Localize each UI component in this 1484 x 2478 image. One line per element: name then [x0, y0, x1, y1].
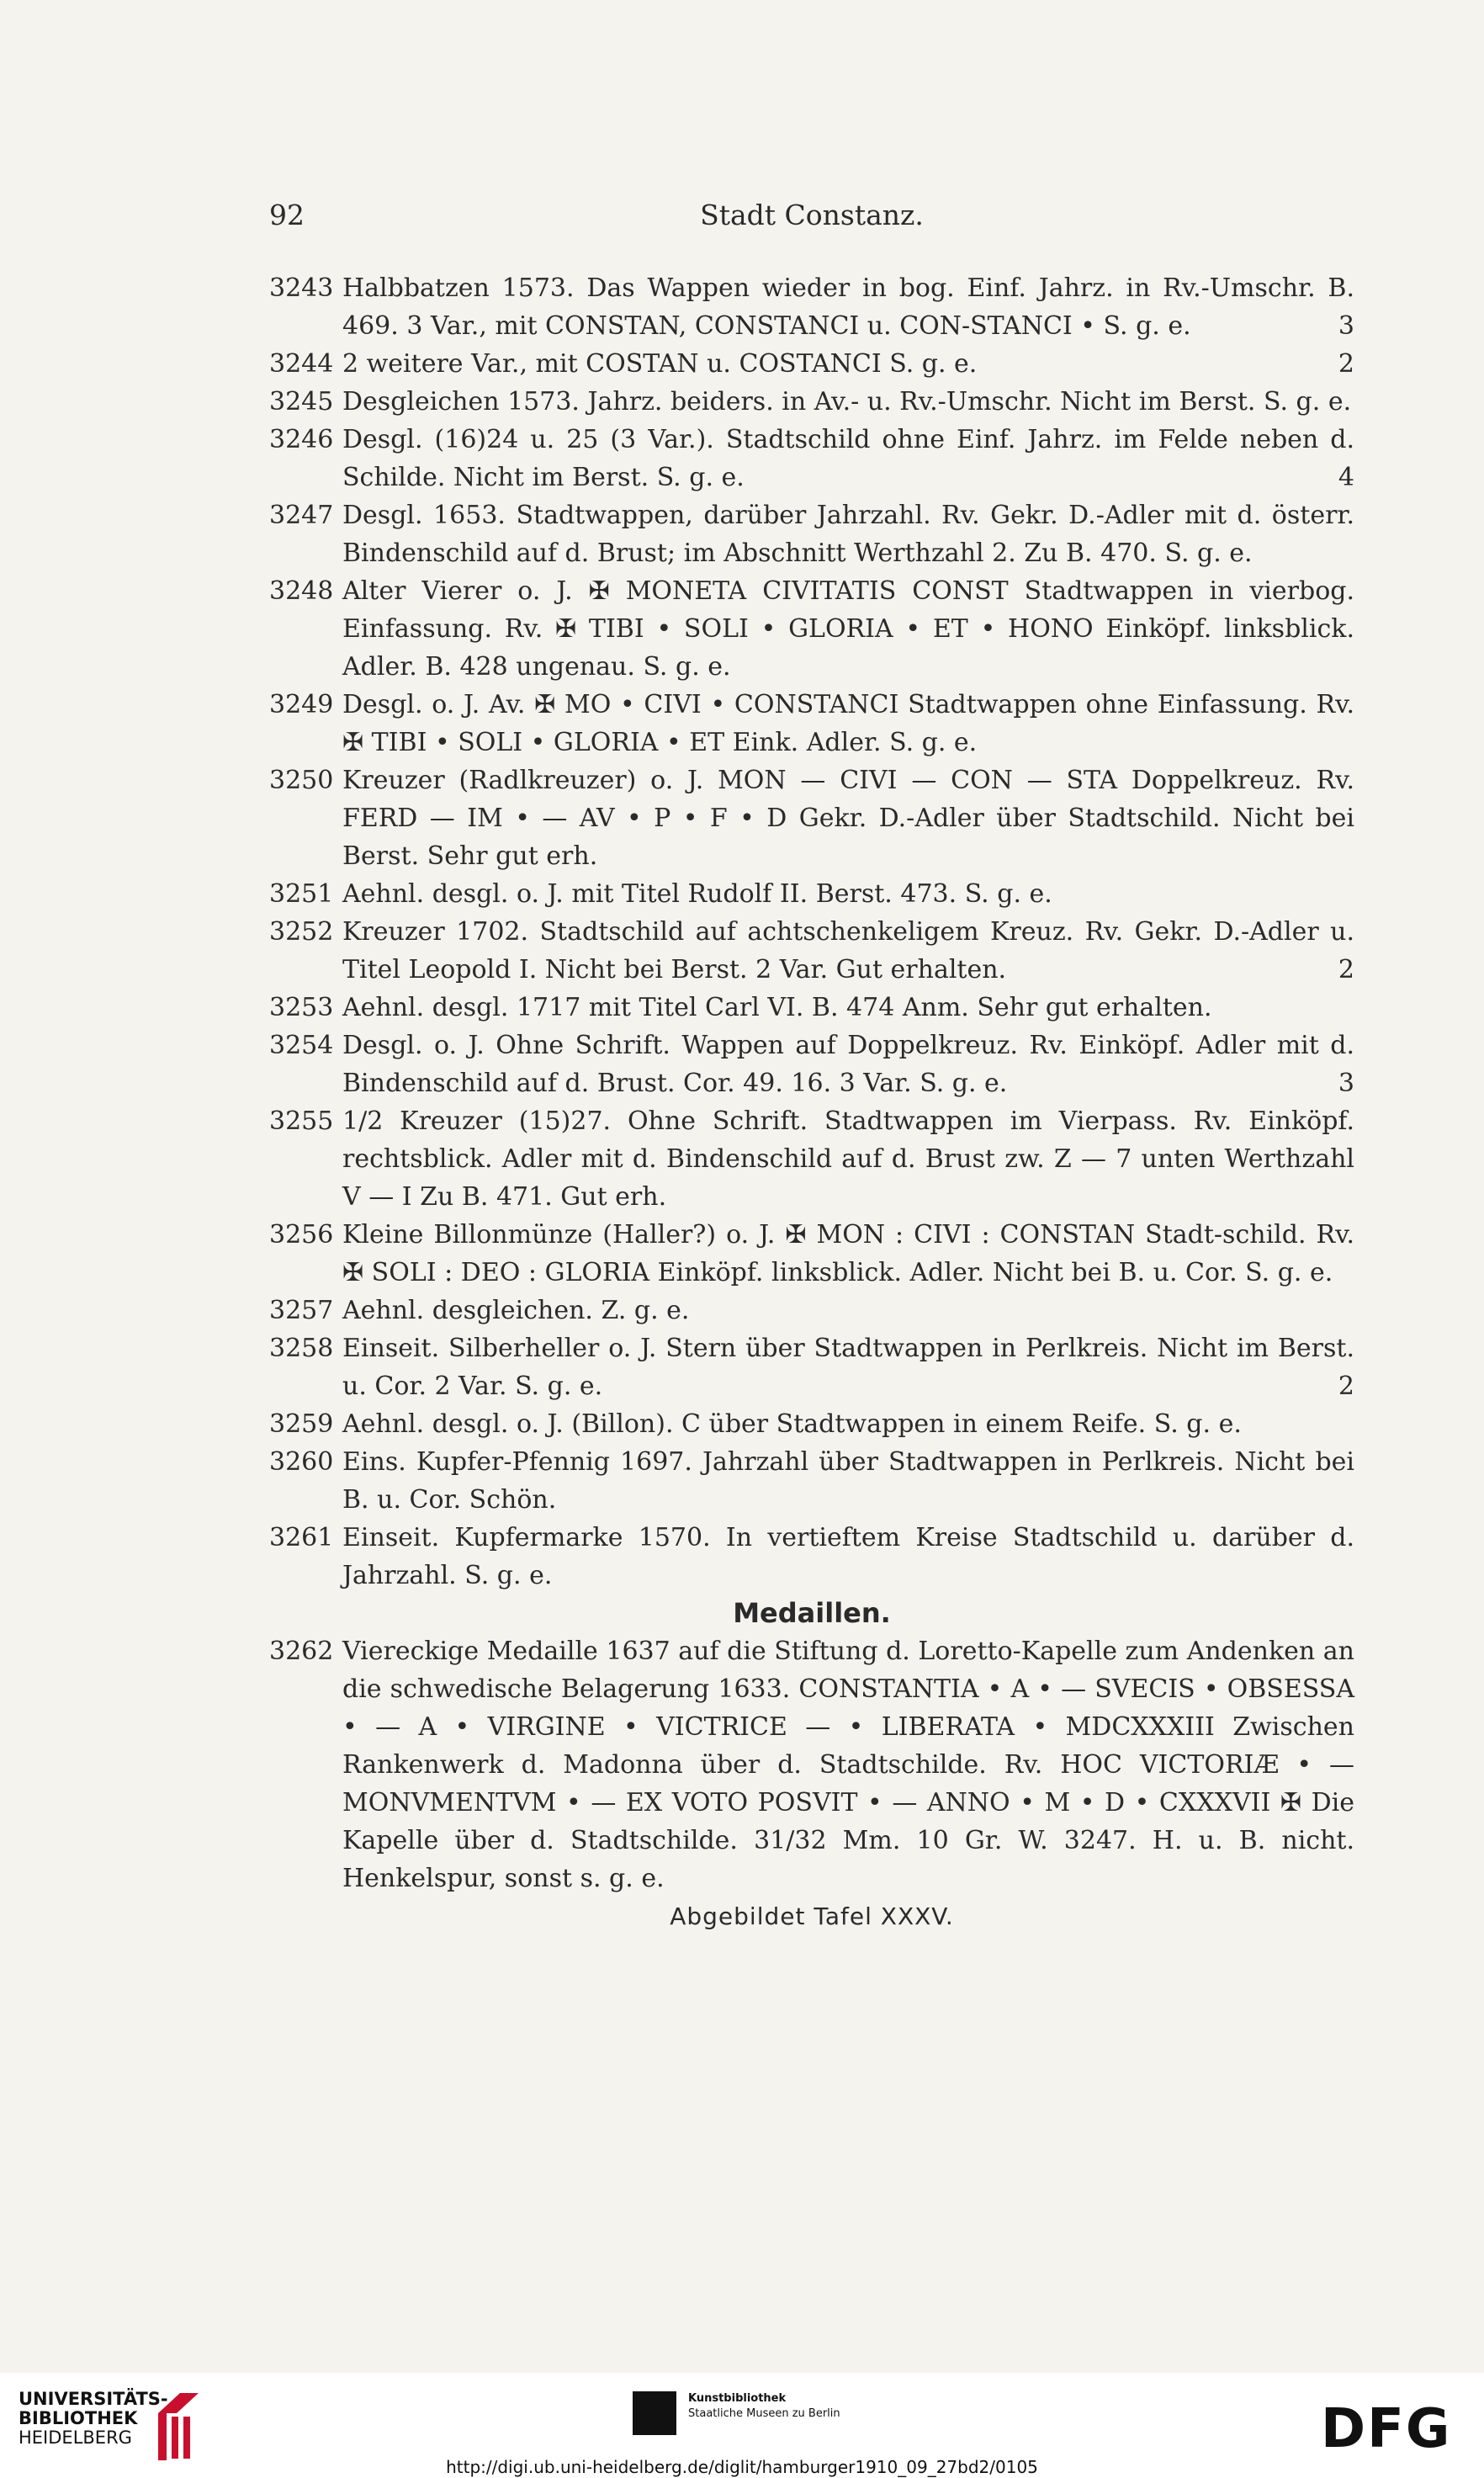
entry-text — [342, 1405, 1354, 1443]
catalogue-entry — [269, 1405, 1354, 1443]
entry-description: Viereckige Medaille 1637 auf die Stiftung d. Loretto-Kapelle zum Andenken an die schwedische Belagerung 1633. CONSTANTIA • A • — SVECIS • OBSESSA • — A • VIRGINE • VICTRICE — • LIBERATA • MDCXXXIII Zwischen Rankenwerk d. Madonna über d. Stadtschilde. Rv. HOC VICTORIÆ • — MONVMENTVM • — EX VOTO POSVIT • — ANNO • M • D • CXXXVII ✠ Die Kapelle über d. Stadtschilde. 31/32 Mm. 10 Gr. W. 3247. H. u. B. nicht. Henkelspur, sonst s. g. e. — [342, 1637, 1354, 1893]
entry-text — [342, 1292, 1354, 1329]
catalogue-entry — [269, 345, 1354, 383]
entry-text — [342, 761, 1354, 875]
uni-logo-line3: HEIDELBERG — [19, 2428, 132, 2448]
kb-line2: Staatliche Museen zu Berlin — [688, 2407, 840, 2420]
entry-text — [342, 1329, 1354, 1405]
entry-description: Kreuzer (Radlkreuzer) o. J. MON — CIVI — CON — STA Doppelkreuz. Rv. FERD — IM • — AV • P • F • D Gekr. D.-Adler über Stadtschild. Nicht bei Berst. Sehr gut erh. — [342, 766, 1354, 871]
catalogue-entry — [269, 496, 1354, 572]
uni-logo-line2: BIBLIOTHEK — [19, 2408, 138, 2428]
entry-description: Desgleichen 1573. Jahrz. beiders. in Av.- u. Rv.-Umschr. Nicht im Berst. S. g. e. — [342, 387, 1352, 417]
entry-description: Kleine Billonmünze (Haller?) o. J. ✠ MON : CIVI : CONSTAN Stadt-schild. Rv. ✠ SOLI : DEO : GLORIA Einköpf. linksblick. Adler. Nicht bei B. u. Cor. S. g. e. — [342, 1220, 1354, 1287]
entry-number: 3259 — [269, 1409, 334, 1439]
catalogue-entry — [269, 1216, 1354, 1292]
page-number: 92 — [269, 199, 305, 231]
entry-text — [342, 345, 1354, 383]
catalogue-entry — [269, 421, 1354, 496]
entry-description: 1/2 Kreuzer (15)27. Ohne Schrift. Stadtwappen im Vierpass. Rv. Einköpf. rechtsblick. Adler mit d. Bindenschild auf d. Brust zw. Z — 7 unten Werthzahl V — I Zu B. 471. Gut erh. — [342, 1106, 1354, 1212]
entry-text — [342, 572, 1354, 686]
entry-number: 3251 — [269, 879, 334, 909]
entry-text — [342, 875, 1354, 913]
entry-number: 3262 — [269, 1637, 334, 1666]
catalogue-entry — [269, 1027, 1354, 1102]
entry-description: Eins. Kupfer-Pfennig 1697. Jahrzahl über Stadtwappen in Perlkreis. Nicht bei B. u. Cor. Schön. — [342, 1447, 1354, 1515]
section-heading: Medaillen. — [733, 1597, 891, 1629]
entry-text — [342, 1027, 1354, 1102]
entry-description: Desgl. o. J. Ohne Schrift. Wappen auf Doppelkreuz. Rv. Einköpf. Adler mit d. Bindenschild auf d. Brust. Cor. 49. 16. 3 Var. S. g. e. — [342, 1031, 1354, 1098]
entry-number: 3253 — [269, 993, 334, 1022]
entry-text — [342, 421, 1354, 496]
entry-number: 3254 — [269, 1031, 334, 1060]
uni-logo-line1: UNIVERSITÄTS- — [19, 2389, 168, 2409]
catalogue-entry — [269, 1329, 1354, 1405]
entry-text — [342, 913, 1354, 989]
entry-description: 2 weitere Var., mit COSTAN u. COSTANCI S. g. e. — [342, 349, 978, 379]
entry-description: Einseit. Silberheller o. J. Stern über Stadtwappen in Perlkreis. Nicht im Berst. u. Cor. 2 Var. S. g. e. — [342, 1334, 1354, 1401]
catalogue-entry — [269, 1632, 1354, 1897]
entry-text — [342, 496, 1354, 572]
entry-text — [342, 1216, 1354, 1292]
plate-reference: Abgebildet Tafel XXXV. — [670, 1902, 954, 1930]
catalogue-entry — [269, 761, 1354, 875]
catalogue-entry — [269, 1443, 1354, 1519]
entry-text — [342, 1519, 1354, 1595]
entry-number: 3245 — [269, 387, 334, 417]
entry-text — [342, 989, 1354, 1027]
entry-quantity: 3 — [1338, 311, 1354, 341]
entry-quantity: 3 — [1338, 1069, 1354, 1098]
catalogue-entry — [269, 1292, 1354, 1329]
entry-number: 3260 — [269, 1447, 334, 1477]
entry-text — [342, 1443, 1354, 1519]
entry-text — [342, 1102, 1354, 1216]
catalogue-entry — [269, 1102, 1354, 1216]
catalogue-entry — [269, 269, 1354, 345]
kunstbibliothek-logo-icon — [633, 2391, 676, 2435]
entry-text — [342, 383, 1354, 421]
entry-number: 3257 — [269, 1296, 334, 1325]
entry-description: Desgl. (16)24 u. 25 (3 Var.). Stadtschild ohne Einf. Jahrz. im Felde neben d. Schilde. Nicht im Berst. S. g. e. — [342, 425, 1354, 492]
entry-description: Desgl. o. J. Av. ✠ MO • CIVI • CONSTANCI Stadtwappen ohne Einfassung. Rv. ✠ TIBI • SOLI • GLORIA • ET Eink. Adler. S. g. e. — [342, 690, 1354, 757]
page-header — [269, 199, 1354, 241]
catalogue-entry — [269, 1519, 1354, 1595]
entry-quantity: 2 — [1338, 349, 1354, 379]
entry-number: 3255 — [269, 1106, 334, 1136]
entry-description: Aehnl. desgl. o. J. mit Titel Rudolf II. Berst. 473. S. g. e. — [342, 879, 1052, 909]
footer-bar — [0, 2373, 1484, 2478]
entry-number: 3256 — [269, 1220, 334, 1250]
entry-number: 3244 — [269, 349, 334, 379]
entry-description: Halbbatzen 1573. Das Wappen wieder in bog. Einf. Jahrz. in Rv.-Umschr. B. 469. 3 Var., mit CONSTAN, CONSTANCI u. CON-STANCI • S. g. e. — [342, 273, 1354, 341]
entry-text — [342, 269, 1354, 345]
entry-number: 3246 — [269, 425, 334, 454]
source-url-link[interactable]: http://digi.ub.uni-heidelberg.de/diglit/hamburger1910_09_27bd2/0105 — [446, 2457, 1038, 2477]
catalogue-entry — [269, 875, 1354, 913]
entry-number: 3249 — [269, 690, 334, 719]
catalogue-entry — [269, 989, 1354, 1027]
entry-text — [342, 686, 1354, 761]
kunstbibliothek-text — [688, 2391, 840, 2422]
running-title: Stadt Constanz. — [700, 199, 924, 231]
entry-description: Aehnl. desgl. o. J. (Billon). C über Stadtwappen in einem Reife. S. g. e. — [342, 1409, 1242, 1439]
catalogue-entry — [269, 913, 1354, 989]
entry-number: 3248 — [269, 576, 334, 606]
entry-quantity: 4 — [1338, 463, 1354, 492]
entry-text — [342, 1632, 1354, 1897]
entry-description: Desgl. 1653. Stadtwappen, darüber Jahrzahl. Rv. Gekr. D.-Adler mit d. österr. Bindenschild auf d. Brust; im Abschnitt Werthzahl 2. Zu B. 470. S. g. e. — [342, 501, 1354, 568]
catalogue-entry — [269, 572, 1354, 686]
entry-number: 3247 — [269, 501, 334, 530]
catalogue-entry — [269, 686, 1354, 761]
entry-quantity: 2 — [1338, 955, 1354, 984]
catalogue-entries — [269, 269, 1354, 1935]
entry-number: 3243 — [269, 273, 334, 303]
entry-number: 3252 — [269, 917, 334, 947]
catalogue-entry — [269, 383, 1354, 421]
heidelberg-emblem-icon — [151, 2388, 204, 2464]
entry-description: Aehnl. desgleichen. Z. g. e. — [342, 1296, 690, 1325]
entry-number: 3261 — [269, 1523, 334, 1552]
entry-description: Aehnl. desgl. 1717 mit Titel Carl VI. B. 474 Anm. Sehr gut erhalten. — [342, 993, 1212, 1022]
kb-line1: Kunstbibliothek — [688, 2392, 787, 2405]
dfg-logo: DFG — [1321, 2398, 1452, 2460]
entry-quantity: 2 — [1338, 1372, 1354, 1401]
heidelberg-library-logo[interactable] — [19, 2390, 168, 2448]
entry-description: Einseit. Kupfermarke 1570. In vertieftem Kreise Stadtschild u. darüber d. Jahrzahl. S. g. e. — [342, 1523, 1354, 1590]
entry-description: Kreuzer 1702. Stadtschild auf achtschenkeligem Kreuz. Rv. Gekr. D.-Adler u. Titel Leopold I. Nicht bei Berst. 2 Var. Gut erhalten. — [342, 917, 1354, 984]
entry-number: 3250 — [269, 766, 334, 795]
entry-number: 3258 — [269, 1334, 334, 1363]
entry-description: Alter Vierer o. J. ✠ MONETA CIVITATIS CONST Stadtwappen in vierbog. Einfassung. Rv. ✠ TIBI • SOLI • GLORIA • ET • HONO Einköpf. linksblick. Adler. B. 428 ungenau. S. g. e. — [342, 576, 1354, 682]
